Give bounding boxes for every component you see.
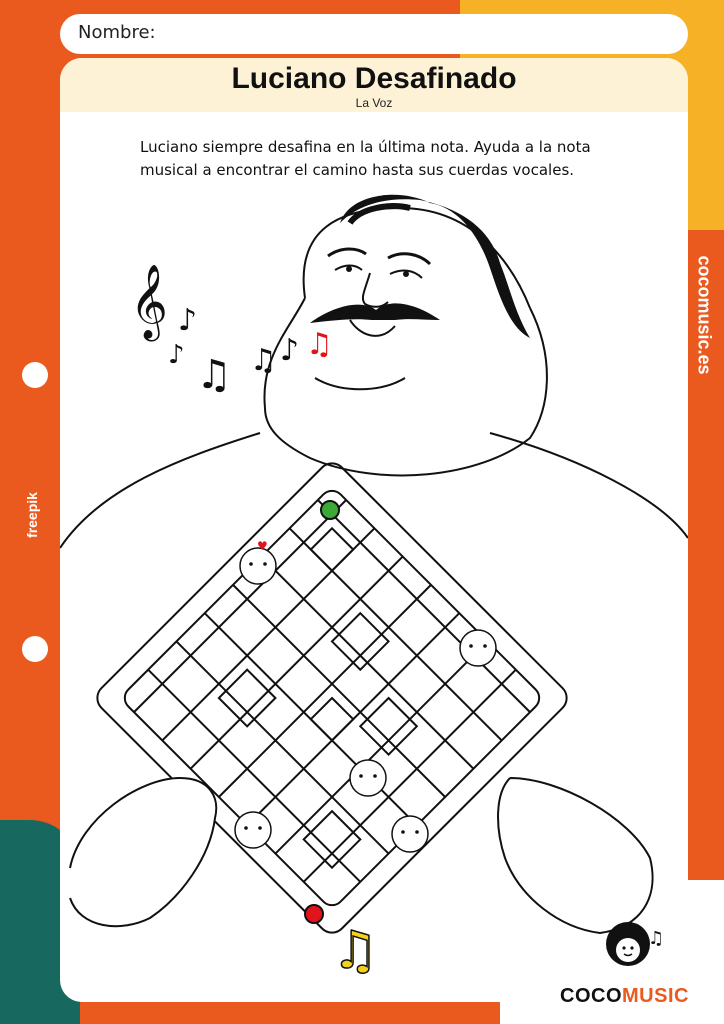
page-subtitle: La Voz xyxy=(355,96,393,110)
brand-music: MUSIC xyxy=(622,985,689,1007)
svg-text:♥: ♥ xyxy=(257,539,268,553)
brand-name xyxy=(560,985,689,1008)
red-music-note-icon: ♫ xyxy=(306,327,333,362)
music-note-icon: ♫ xyxy=(250,343,277,378)
left-hand xyxy=(70,778,216,926)
page-title: Luciano Desafinado xyxy=(231,62,517,95)
mouth xyxy=(350,320,395,336)
music-note-icon: ♪ xyxy=(280,333,300,368)
maze-end-dot xyxy=(305,905,323,923)
worksheet xyxy=(60,58,688,1002)
music-note-icon: ♪ xyxy=(178,303,198,338)
right-hand xyxy=(498,778,653,933)
instructions-line-2: musical a encontrar el camino hasta sus cuerdas vocales. xyxy=(140,161,575,179)
body-outline xyxy=(60,433,688,548)
name-field[interactable] xyxy=(60,14,688,54)
instructions-line-1: Luciano siempre desafina en la última nota. Ayuda a la nota xyxy=(140,138,591,156)
freepik-text: freepik xyxy=(24,492,40,538)
binder-hole xyxy=(22,362,48,388)
maze-start-dot xyxy=(321,501,339,519)
website-label xyxy=(694,250,714,380)
illustration xyxy=(60,58,688,1002)
dancing-note-icon: ♫ xyxy=(332,921,379,981)
website-text: cocomusic.es xyxy=(694,255,715,375)
treble-clef-icon: 𝄞 xyxy=(130,265,168,339)
binder-hole xyxy=(22,636,48,662)
name-label: Nombre: xyxy=(78,22,156,43)
brand-coco: COCO xyxy=(560,985,622,1007)
chin-outline xyxy=(264,298,546,475)
music-note-icon: ♫ xyxy=(196,352,232,398)
freepik-credit xyxy=(20,470,44,560)
cocomusic-logo-icon xyxy=(598,918,668,980)
music-note-icon: ♪ xyxy=(168,340,185,370)
svg-text:♫: ♫ xyxy=(648,928,665,949)
